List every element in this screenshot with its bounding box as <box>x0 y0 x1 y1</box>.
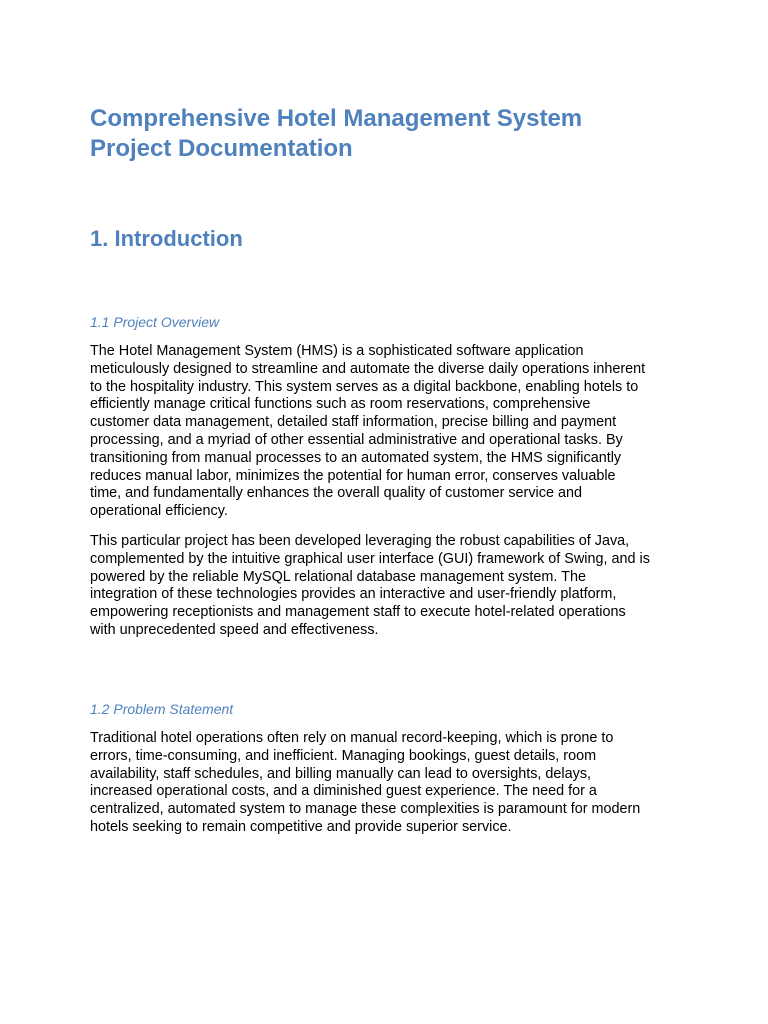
document-title-line: Project Documentation <box>90 135 353 162</box>
paragraph-line: increased operational costs, and a diminished guest experience. The need for a <box>90 783 597 800</box>
paragraph-line: powered by the reliable MySQL relational database management system. The <box>90 568 586 585</box>
paragraph-problem-statement <box>90 730 680 837</box>
paragraph-line: time, and fundamentally enhances the overall quality of customer service and <box>90 485 582 502</box>
paragraph-line: The Hotel Management System (HMS) is a sophisticated software application <box>90 343 584 359</box>
paragraph-line: empowering receptionists and management staff to execute hotel-related operations <box>90 604 626 621</box>
paragraph-line: Traditional hotel operations often rely on manual record-keeping, which is prone to <box>90 730 614 746</box>
section-heading-introduction: 1. Introduction <box>90 226 243 251</box>
paragraph-line: centralized, automated system to manage these complexities is paramount for modern <box>90 801 641 818</box>
paragraph-line: meticulously designed to streamline and automate the diverse daily operations inherent <box>90 360 646 377</box>
paragraph-line: to the hospitality industry. This system serves as a digital backbone, enabling hotels to <box>90 378 639 395</box>
paragraph-line: This particular project has been developed leveraging the robust capabilities of Java, <box>90 533 630 549</box>
paragraph-line: efficiently manage critical functions such as room reservations, comprehensive <box>90 396 591 413</box>
paragraph-project-overview-2 <box>90 533 680 640</box>
paragraph-line: operational efficiency. <box>90 503 228 520</box>
paragraph-line: customer data management, detailed staff information, precise billing and payment <box>90 414 617 431</box>
document-title-line: Comprehensive Hotel Management System <box>90 105 583 132</box>
paragraph-project-overview-1 <box>90 343 680 521</box>
paragraph-line: complemented by the intuitive graphical user interface (GUI) framework of Swing, and is <box>90 550 650 567</box>
paragraph-line: errors, time-consuming, and inefficient. Managing bookings, guest details, room <box>90 747 597 764</box>
paragraph-line: hotels seeking to remain competitive and provide superior service. <box>90 818 512 835</box>
paragraph-line: processing, and a myriad of other essential administrative and operational tasks. By <box>90 431 623 448</box>
paragraph-line: with unprecedented speed and effectiveness. <box>90 621 379 638</box>
subsection-heading-problem-statement: 1.2 Problem Statement <box>90 701 234 717</box>
paragraph-line: reduces manual labor, minimizes the potential for human error, conserves valuable <box>90 467 616 484</box>
subsection-heading-project-overview: 1.1 Project Overview <box>90 314 220 330</box>
paragraph-line: transitioning from manual processes to an automated system, the HMS significantly <box>90 449 622 466</box>
document-title <box>90 104 690 164</box>
paragraph-line: integration of these technologies provides an interactive and user-friendly platform, <box>90 586 617 603</box>
paragraph-line: availability, staff schedules, and billing manually can lead to oversights, delays, <box>90 765 592 782</box>
